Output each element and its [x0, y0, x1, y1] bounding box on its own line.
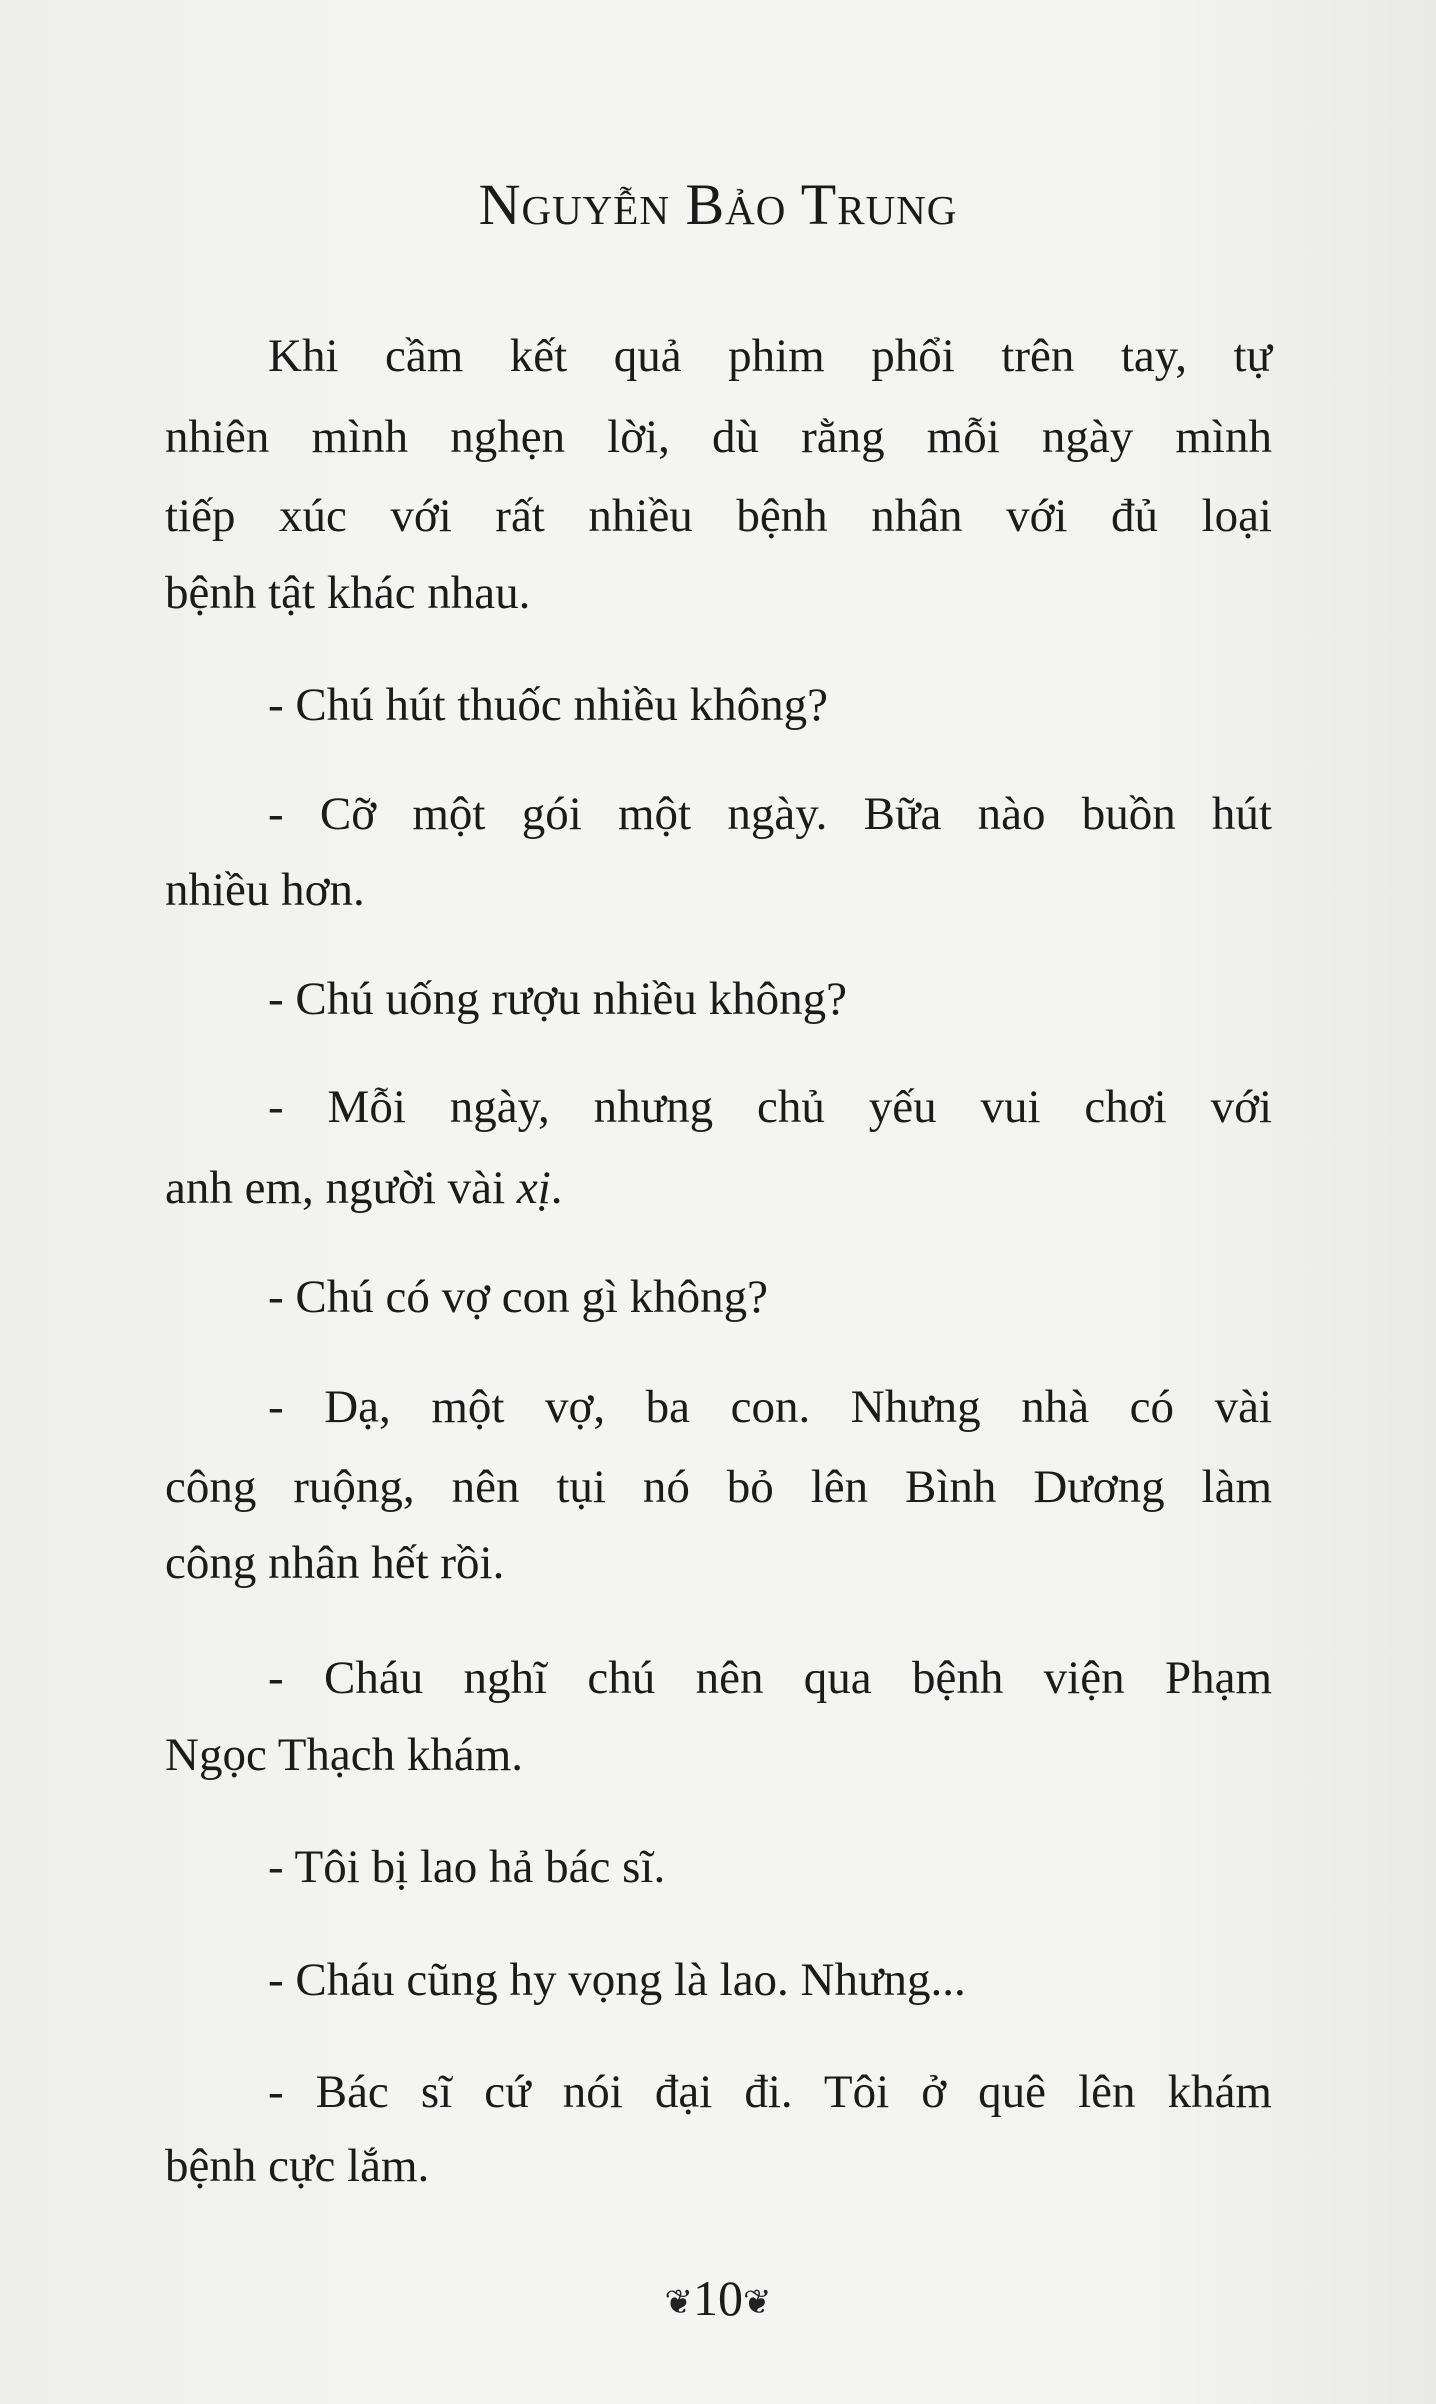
- text-line: [165, 1158, 1272, 1218]
- text-line-content: công nhân hết rồi.: [165, 1537, 505, 1589]
- text-line: [165, 675, 1272, 735]
- text-line-content: - Cỡ một gói một ngày. Bữa nào buồn hút: [268, 788, 1272, 840]
- text-line: [165, 486, 1272, 546]
- text-line-content: - Chú có vợ con gì không?: [268, 1271, 768, 1323]
- text-line: [165, 2136, 1272, 2196]
- text-line-content: - Chú hút thuốc nhiều không?: [268, 679, 829, 731]
- text-line-content: - Cháu nghĩ chú nên qua bệnh viện Phạm: [268, 1652, 1272, 1704]
- text-line: [165, 2062, 1272, 2122]
- text-line-content: công ruộng, nên tụi nó bỏ lên Bình Dương làm: [165, 1461, 1272, 1513]
- floral-ornament-left-icon: ❦: [664, 2284, 693, 2322]
- text-line: [165, 1457, 1272, 1517]
- text-line: [165, 1267, 1272, 1327]
- text-line: [165, 1950, 1272, 2010]
- text-line-content: - Cháu cũng hy vọng là lao. Nhưng...: [268, 1954, 966, 2006]
- text-line: [165, 326, 1272, 386]
- text-line-content: - Tôi bị lao hả bác sĩ.: [268, 1841, 666, 1893]
- text-line-content: - Mỗi ngày, nhưng chủ yếu vui chơi với: [268, 1081, 1272, 1133]
- text-line: [165, 784, 1272, 844]
- page-number: [0, 2268, 1436, 2334]
- text-line: [165, 407, 1272, 467]
- text-line-content: Ngọc Thạch khám.: [165, 1729, 524, 1781]
- text-line-content: bệnh cực lắm.: [165, 2140, 430, 2192]
- text-line-content: - Bác sĩ cứ nói đại đi. Tôi ở quê lên khám: [268, 2066, 1272, 2118]
- text-line: [165, 860, 1272, 920]
- text-line-content: - Dạ, một vợ, ba con. Nhưng nhà có vài: [268, 1381, 1272, 1433]
- text-line-content: Khi cầm kết quả phim phổi trên tay, tự: [268, 330, 1272, 382]
- text-line: [165, 1648, 1272, 1708]
- text-line: [165, 1377, 1272, 1437]
- text-line: [165, 1533, 1272, 1593]
- text-line-content: nhiều hơn.: [165, 864, 365, 916]
- text-line-content: bệnh tật khác nhau.: [165, 567, 531, 619]
- text-line: [165, 1725, 1272, 1785]
- punctuation: .: [550, 1162, 563, 1214]
- text-line-content: tiếp xúc với rất nhiều bệnh nhân với đủ loại: [165, 490, 1272, 542]
- running-header-author: Nguyễn Bảo Trung: [478, 172, 958, 237]
- text-line: [165, 563, 1272, 623]
- text-line: [165, 969, 1272, 1029]
- text-line-content: - Chú uống rượu nhiều không?: [268, 973, 848, 1025]
- page-number-value: 10: [693, 2270, 743, 2326]
- text-line: [165, 1837, 1272, 1897]
- text-line: [165, 1077, 1272, 1137]
- floral-ornament-right-icon: ❦: [743, 2284, 772, 2322]
- text-line-content: nhiên mình nghẹn lời, dù rằng mỗi ngày mình: [165, 411, 1272, 463]
- italic-word: xị: [516, 1162, 551, 1214]
- text-line-content: anh em, người vài: [165, 1162, 517, 1214]
